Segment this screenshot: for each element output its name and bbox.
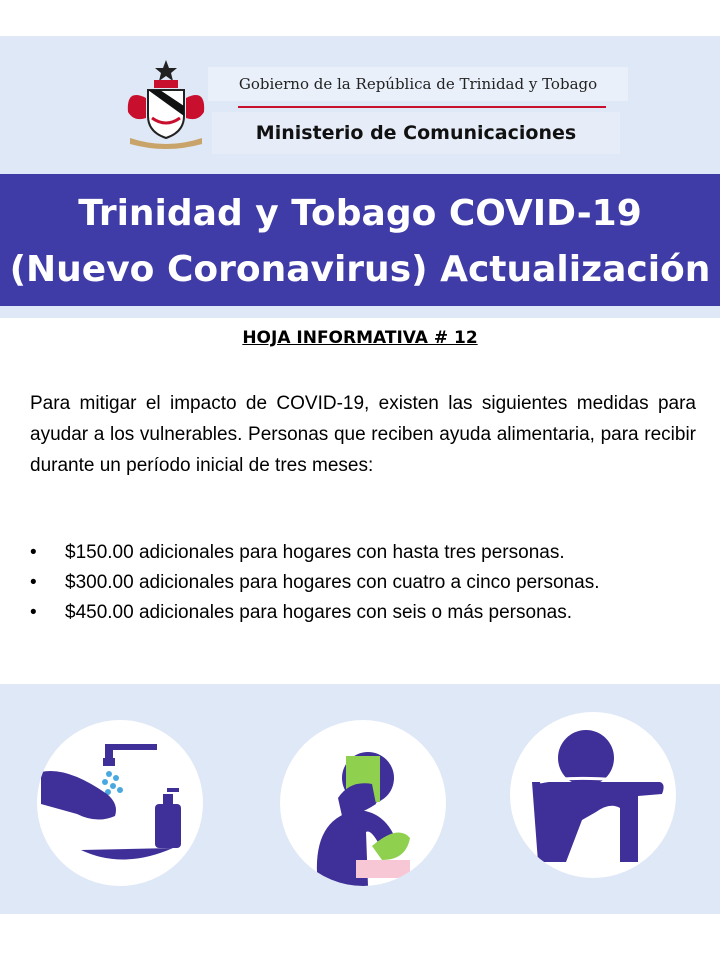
page-title-line-1: Trinidad y Tobago COVID-19 bbox=[78, 193, 642, 234]
coat-of-arms-icon bbox=[118, 58, 214, 150]
list-item-text: $300.00 adicionales para hogares con cuatro a cinco personas. bbox=[65, 572, 600, 593]
cover-mouth-icon bbox=[280, 720, 446, 886]
bullet-marker: • bbox=[30, 572, 37, 593]
cough-elbow-icon bbox=[510, 712, 676, 878]
list-item-text: $450.00 adicionales para hogares con seis o más personas. bbox=[65, 602, 572, 623]
list-item bbox=[30, 598, 696, 628]
page-title-line-2: (Nuevo Coronavirus) Actualización bbox=[9, 249, 711, 290]
divider bbox=[238, 106, 606, 108]
list-item bbox=[30, 538, 696, 568]
title-banner bbox=[0, 174, 720, 306]
intro-paragraph: Para mitigar el impacto de COVID-19, existen las siguientes medidas para ayudar a los vulnerables. Personas que reciben ayuda alimentaria, para recibir durante un período inicial de tres meses: bbox=[30, 393, 696, 476]
list-item bbox=[30, 568, 696, 598]
fact-sheet-title: HOJA INFORMATIVA # 12 bbox=[242, 328, 478, 348]
ministry-label: Ministerio de Comunicaciones bbox=[212, 112, 620, 154]
hand-washing-icon bbox=[37, 720, 203, 886]
benefit-list bbox=[30, 538, 696, 628]
bullet-marker: • bbox=[30, 542, 37, 563]
government-label: Gobierno de la República de Trinidad y Tobago bbox=[208, 67, 628, 101]
bullet-marker: • bbox=[30, 602, 37, 623]
list-item-text: $150.00 adicionales para hogares con hasta tres personas. bbox=[65, 542, 565, 563]
